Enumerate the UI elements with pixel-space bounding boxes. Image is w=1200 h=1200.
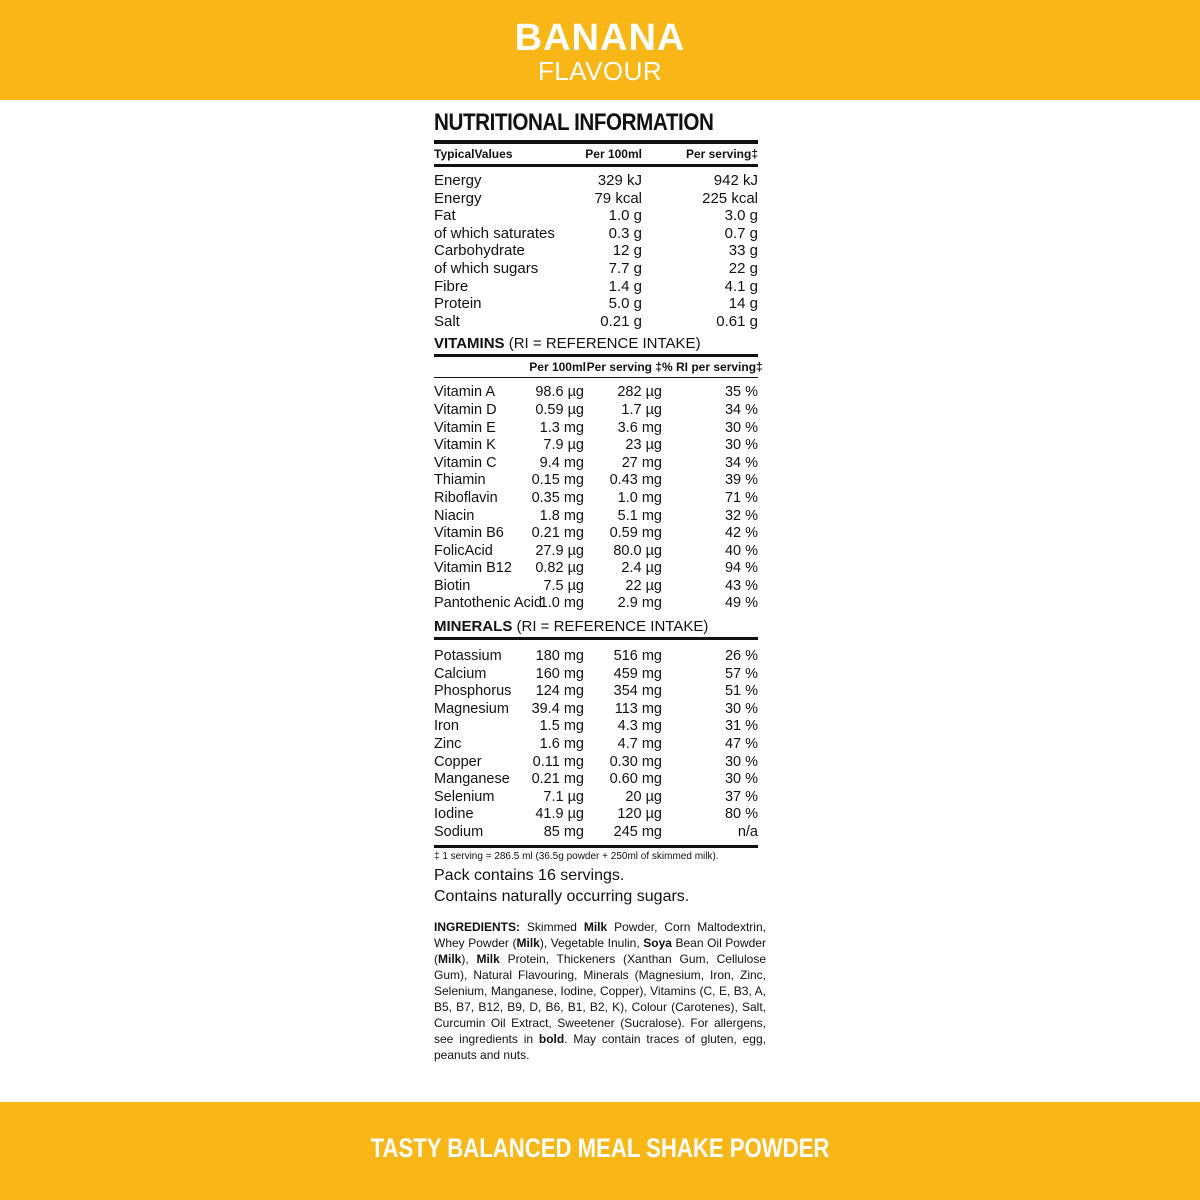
nutrition-row — [434, 313, 758, 331]
ri-percent-value: 26 % — [724, 648, 758, 665]
ri-percent-value: 37 % — [724, 788, 758, 805]
per-serving-value: 23 µg — [625, 437, 662, 454]
nutrition-row — [434, 225, 758, 243]
per-serving-value: 0.61 g — [716, 312, 758, 330]
per-serving-value: 4.7 mg — [617, 736, 662, 753]
ri-percent-value: 49 % — [724, 595, 758, 612]
per-serving-value: 282 µg — [617, 384, 662, 401]
per-100ml-value: 0.11 mg — [532, 753, 584, 770]
header-per-100ml: Per 100ml — [585, 147, 642, 161]
per-serving-value: 22 µg — [625, 577, 662, 594]
nutrient-name: Vitamin B12 — [434, 560, 512, 577]
per-100ml-value: 329 kJ — [597, 172, 642, 189]
per-serving-value: 20 µg — [625, 788, 662, 805]
ingredient-bold-text: Milk — [516, 935, 540, 950]
nutrient-name: Vitamin B6 — [434, 525, 504, 542]
nutrition-table — [434, 144, 758, 164]
ri-percent-value: 32 % — [724, 507, 758, 524]
nutrient-name: Energy — [434, 172, 482, 189]
vitamins-table — [434, 384, 758, 613]
nutrient-name: Copper — [434, 753, 482, 770]
nutrient-name: Magnesium — [434, 700, 509, 717]
ri-percent-value: 35 % — [724, 384, 758, 401]
nutrition-values — [434, 172, 758, 330]
per-100ml-value: 98.6 µg — [535, 384, 584, 401]
ri-percent-value: 31 % — [724, 718, 758, 735]
ri-percent-value: 34 % — [724, 454, 758, 471]
ingredient-bold-text: Milk — [476, 951, 500, 966]
per-100ml-value: 79 kcal — [594, 189, 642, 207]
vitamins-title — [434, 334, 758, 354]
minerals-row — [434, 789, 758, 807]
nutrient-name: Vitamin E — [434, 419, 496, 436]
ingredient-bold-text: Milk — [583, 919, 608, 934]
per-serving-value: 3.0 g — [724, 207, 758, 225]
per-serving-value: 1.7 µg — [621, 401, 662, 418]
per-serving-value: 2.9 mg — [617, 595, 662, 612]
nutrition-row — [434, 207, 758, 225]
minerals-title-rest: (RI = REFERENCE INTAKE) — [512, 618, 709, 636]
divider — [434, 845, 758, 848]
per-100ml-value: 1.5 mg — [539, 718, 584, 735]
per-100ml-value: 0.59 µg — [535, 401, 584, 418]
nutrient-name: Potassium — [434, 648, 502, 665]
ingredient-bold-text: Milk — [438, 951, 462, 966]
nutrient-name: Vitamin D — [434, 401, 497, 418]
minerals-row — [434, 701, 758, 719]
per-100ml-value: 7.5 µg — [543, 577, 584, 594]
per-100ml-value: 0.21 mg — [531, 525, 584, 542]
vitamins-row — [434, 525, 758, 543]
header-per-serving: Per serving‡ — [685, 147, 758, 161]
vitamins-row — [434, 595, 758, 613]
ri-percent-value: 57 % — [724, 665, 758, 682]
vitamins-row — [434, 508, 758, 526]
ri-percent-value: 43 % — [724, 577, 758, 594]
nutrition-label — [434, 108, 766, 1063]
per-100ml-value: 1.8 mg — [539, 507, 584, 524]
ri-percent-value: 34 % — [724, 401, 758, 418]
nutrient-name: Biotin — [434, 577, 471, 594]
ri-percent-value: 51 % — [724, 683, 758, 700]
nutrient-name: Fibre — [434, 277, 469, 295]
per-serving-value: 0.43 mg — [609, 472, 662, 489]
nutrient-name: Manganese — [434, 771, 510, 788]
per-serving-value: 22 g — [728, 259, 758, 277]
nutrient-name: Carbohydrate — [434, 242, 525, 260]
per-serving-value: 14 g — [728, 295, 758, 313]
ri-percent-value: 42 % — [724, 525, 758, 542]
tagline: TASTY BALANCED MEAL SHAKE POWDER — [370, 1133, 830, 1163]
per-serving-value: 80.0 µg — [613, 542, 662, 559]
label-title — [434, 108, 758, 138]
per-100ml-value: 0.3 g — [608, 224, 642, 242]
nutrition-row — [434, 242, 758, 260]
minerals-row — [434, 718, 758, 736]
nutrition-row — [434, 278, 758, 296]
per-100ml-value: 0.82 µg — [535, 560, 584, 577]
per-serving-value: 0.60 mg — [609, 771, 662, 788]
per-100ml-value: 7.1 µg — [543, 788, 584, 805]
vitamins-row — [434, 578, 758, 596]
nutrient-name: Protein — [434, 295, 482, 313]
ri-percent-value: 47 % — [724, 736, 758, 753]
ingredients-text — [434, 919, 766, 1063]
nutrient-name: Calcium — [434, 665, 487, 682]
vitamins-title-rest: (RI = REFERENCE INTAKE) — [504, 335, 701, 353]
per-serving-value: 120 µg — [617, 806, 662, 823]
header-ri-per-serving: % RI per serving‡ — [662, 360, 763, 375]
ri-percent-value: 30 % — [724, 753, 758, 770]
nutrient-name: Energy — [434, 189, 482, 207]
vitamins-header-row — [434, 357, 758, 377]
vitamins-row — [434, 455, 758, 473]
per-serving-value: 0.30 mg — [609, 753, 662, 770]
nutrient-name: Iodine — [434, 806, 474, 823]
per-100ml-value: 1.6 mg — [539, 736, 584, 753]
per-100ml-value: 12 g — [612, 242, 642, 260]
per-100ml-value: 7.9 µg — [543, 437, 584, 454]
per-100ml-value: 180 mg — [535, 648, 584, 665]
minerals-table — [434, 648, 758, 842]
per-100ml-value: 5.0 g — [608, 295, 642, 313]
ingredient-text: . May contain traces of gluten, egg, peanuts and nuts. — [434, 1031, 766, 1062]
per-serving-value: 3.6 mg — [617, 419, 662, 436]
per-serving-value: 5.1 mg — [617, 507, 662, 524]
vitamins-row — [434, 490, 758, 508]
per-100ml-value: 1.3 mg — [539, 419, 584, 436]
per-100ml-value: 0.21 g — [600, 312, 642, 330]
ingredient-text: ), — [461, 951, 477, 966]
nutrient-name: Salt — [434, 312, 460, 330]
nutrient-name: Thiamin — [434, 472, 486, 489]
flavour-name: BANANA — [514, 17, 686, 59]
header-per-100ml: Per 100ml — [529, 360, 586, 375]
per-serving-value: 4.3 mg — [617, 718, 662, 735]
nutrient-name: Phosphorus — [434, 683, 512, 700]
flavour-banner — [0, 0, 1200, 100]
nutrient-name: Vitamin A — [434, 384, 495, 401]
minerals-title-bold: MINERALS — [434, 618, 513, 636]
nutrient-name: Vitamin C — [434, 454, 497, 471]
per-serving-value: 459 mg — [613, 665, 662, 682]
nutrient-name: Niacin — [434, 507, 475, 524]
per-serving-value: 245 mg — [613, 824, 662, 840]
per-100ml-value: 1.0 g — [608, 207, 642, 225]
per-100ml-value: 1.4 g — [608, 277, 642, 295]
nutrition-row — [434, 190, 758, 208]
minerals-row — [434, 666, 758, 684]
nutrition-row — [434, 295, 758, 313]
pack-servings: Pack contains 16 servings. — [434, 866, 625, 884]
ingredient-text: ), Vegetable Inulin, — [539, 935, 644, 950]
sugars-note: Contains naturally occurring sugars. — [434, 887, 690, 905]
per-100ml-value: 160 mg — [535, 665, 584, 682]
per-100ml-value: 7.7 g — [608, 259, 642, 277]
vitamins-row — [434, 543, 758, 561]
nutrition-header-row — [434, 144, 758, 164]
vitamins-row — [434, 402, 758, 420]
ri-percent-value: 30 % — [724, 437, 758, 454]
ri-percent-value: 94 % — [724, 560, 758, 577]
nutrient-name: FolicAcid — [434, 542, 493, 559]
minerals-row — [434, 683, 758, 701]
per-100ml-value: 1.0 mg — [539, 595, 584, 612]
per-serving-value: 354 mg — [613, 683, 662, 700]
minerals-row — [434, 806, 758, 824]
ri-percent-value: 30 % — [724, 771, 758, 788]
per-100ml-value: 85 mg — [543, 824, 584, 840]
ri-percent-value: 39 % — [724, 472, 758, 489]
ingredient-bold-text: Soya — [643, 935, 672, 950]
per-100ml-value: 0.21 mg — [531, 771, 584, 788]
per-100ml-value: 124 mg — [535, 683, 584, 700]
tagline-banner — [0, 1102, 1200, 1200]
per-serving-value: 1.0 mg — [617, 489, 662, 506]
ingredient-bold-text: INGREDIENTS: — [434, 919, 521, 934]
per-serving-value: 4.1 g — [724, 277, 758, 295]
per-100ml-value: 0.15 mg — [531, 472, 584, 489]
nutrient-name: Riboflavin — [434, 489, 498, 506]
serving-footnote: ‡ 1 serving = 286.5 ml (36.5g powder + 250ml of skimmed milk). — [434, 850, 719, 862]
per-100ml-value: 39.4 mg — [531, 700, 584, 717]
label-title-text: NUTRITIONAL INFORMATION — [434, 109, 714, 136]
per-100ml-value: 41.9 µg — [535, 806, 584, 823]
minerals-row — [434, 648, 758, 666]
nutrient-name: Iron — [434, 718, 459, 735]
nutrient-name: Sodium — [434, 824, 484, 840]
nutrient-name: of which saturates — [434, 224, 555, 242]
vitamins-title-bold: VITAMINS — [434, 335, 505, 353]
ri-percent-value: 30 % — [724, 419, 758, 436]
vitamins-row — [434, 472, 758, 490]
header-per-serving: Per serving ‡ — [586, 360, 662, 375]
nutrient-name: Selenium — [434, 788, 495, 805]
vitamins-row — [434, 420, 758, 438]
nutrition-row — [434, 260, 758, 278]
minerals-row — [434, 754, 758, 772]
per-serving-value: 0.59 mg — [609, 525, 662, 542]
vitamins-row — [434, 384, 758, 402]
ingredient-text: Protein, Thickeners (Xanthan Gum, Cellulose Gum), Natural Flavouring, Minerals (Magnesium, Iron, Zinc, Selenium, Manganese, Iodine, Copper), Vitamins (C, E, B3, A, B5, B7, B12, B9, D, B6, B1, B2, K), Colour (Carotenes), Salt, Curcumin Oil Extract, Sweetener (Sucralose). For allergens, see ingredients in — [434, 951, 766, 1046]
per-serving-value: 113 mg — [614, 700, 662, 717]
per-serving-value: 516 mg — [613, 648, 662, 665]
nutrient-name: Fat — [434, 207, 456, 225]
per-serving-value: 2.4 µg — [621, 560, 662, 577]
nutrient-name: Zinc — [434, 736, 462, 753]
nutrition-row — [434, 172, 758, 190]
ri-percent-value: n/a — [737, 824, 758, 840]
per-serving-value: 225 kcal — [702, 189, 758, 207]
ri-percent-value: 30 % — [724, 700, 758, 717]
vitamins-header — [434, 357, 763, 377]
ri-percent-value: 40 % — [724, 542, 758, 559]
ingredient-text: Skimmed — [520, 919, 584, 934]
per-serving-value: 33 g — [728, 242, 758, 260]
ingredient-bold-text: bold — [538, 1031, 565, 1046]
ingredient-text: Bean Oil Powder ( — [434, 935, 766, 966]
per-100ml-value: 0.35 mg — [531, 489, 584, 506]
per-serving-value: 942 kJ — [713, 172, 758, 189]
minerals-row — [434, 824, 758, 842]
minerals-row — [434, 771, 758, 789]
ri-percent-value: 80 % — [724, 806, 758, 823]
per-serving-value: 27 mg — [621, 454, 662, 471]
minerals-title — [434, 617, 758, 637]
nutrient-name: of which sugars — [434, 259, 539, 277]
flavour-subtitle: FLAVOUR — [537, 56, 663, 86]
ingredient-text: Powder, Corn Maltodextrin, Whey Powder ( — [434, 919, 766, 950]
nutrient-name: Pantothenic Acid — [434, 595, 543, 612]
vitamins-row — [434, 560, 758, 578]
header-blank — [434, 357, 520, 377]
nutrient-name: Vitamin K — [434, 437, 496, 454]
per-100ml-value: 9.4 mg — [539, 454, 584, 471]
minerals-row — [434, 736, 758, 754]
ri-percent-value: 71 % — [724, 489, 758, 506]
header-typical-values: TypicalValues — [434, 147, 513, 161]
per-serving-value: 0.7 g — [724, 224, 758, 242]
vitamins-row — [434, 437, 758, 455]
per-100ml-value: 27.9 µg — [535, 542, 584, 559]
